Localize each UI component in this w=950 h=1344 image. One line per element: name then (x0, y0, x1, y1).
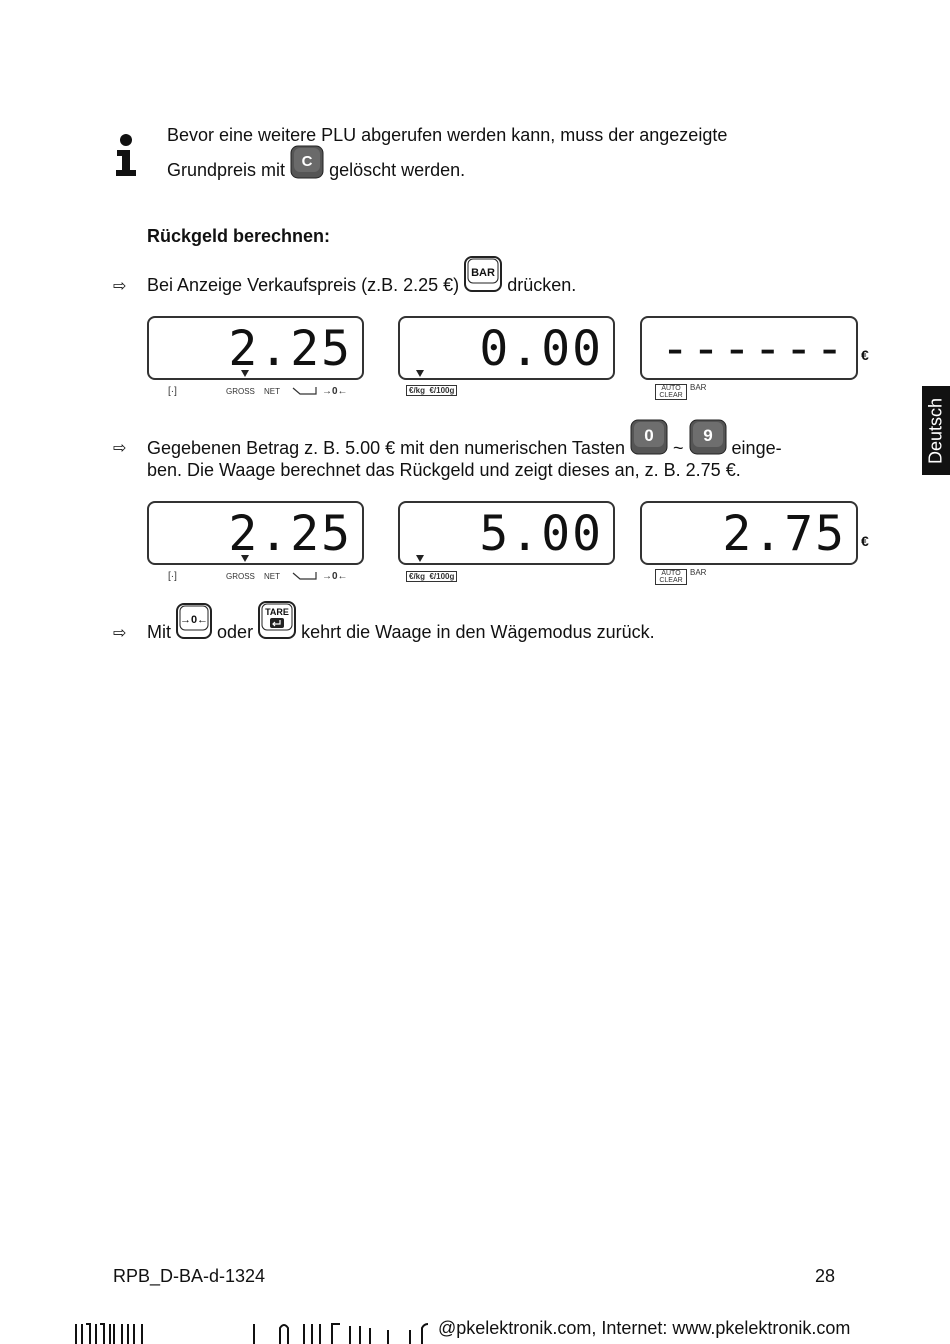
info-text-line2 (167, 153, 466, 181)
step3-pre: Mit (147, 622, 171, 642)
gross-annunciator: GROSS (226, 387, 255, 396)
digit-9-key-icon (689, 419, 727, 455)
document-id: RPB_D-BA-d-1324 (113, 1266, 266, 1286)
total-price-display-value: 2.75 (722, 506, 846, 562)
per-kg-annunciator: €/kg €/100g (406, 571, 457, 582)
tare-key-label: TARE (265, 607, 289, 618)
total-price-display-value: ------ (660, 321, 846, 377)
indicator-arrow-icon (416, 370, 424, 377)
battery-icon: [·] (168, 386, 177, 397)
net-annunciator: NET (264, 387, 280, 396)
info-text-line1: Bevor eine weitere PLU abgerufen werden kann, muss der angezeigte (167, 125, 728, 145)
digit-0-key-label: 0 (644, 426, 654, 446)
per-kg-annunciator: €/kg €/100g (406, 385, 457, 396)
step-arrow-icon: ⇨ (113, 440, 127, 457)
info-icon (112, 130, 140, 178)
step2-post: einge- (731, 438, 782, 458)
step1-pre: Bei Anzeige Verkaufspreis (z.B. 2.25 €) (147, 275, 460, 295)
footer-contact: @pkelektronik.com, Internet: www.pkelektronik.com (438, 1318, 851, 1338)
unit-price-display (398, 501, 615, 565)
step3-mid: oder (217, 622, 254, 642)
weight-display-value: 2.25 (228, 321, 352, 377)
auto-clear-annunciator: AUTO CLEAR (655, 569, 687, 585)
indicator-arrow-icon (416, 555, 424, 562)
step2-pre: Gegebenen Betrag z. B. 5.00 € mit den numerischen Tasten (147, 438, 625, 458)
language-side-tab (922, 386, 950, 475)
unit-price-display (398, 316, 615, 380)
indicator-arrow-icon (241, 555, 249, 562)
bar-key-icon (464, 256, 502, 292)
cropped-footer-text-graphic (70, 1318, 440, 1344)
indicator-arrow-icon (241, 370, 249, 377)
weight-display (147, 316, 364, 380)
unit-annunciators (406, 572, 457, 581)
gross-annunciator: GROSS (226, 572, 255, 581)
step2-tilde: ~ (673, 438, 684, 458)
weight-display (147, 501, 364, 565)
auto-clear-annunciator: AUTO CLEAR (655, 384, 687, 400)
step2-text (147, 426, 782, 459)
section-heading: Rückgeld berechnen: (147, 226, 331, 246)
step3-post: kehrt die Waage in den Wägemodus zurück. (301, 622, 655, 642)
total-price-display (640, 501, 858, 565)
step2-line2: ben. Die Waage berechnet das Rückgeld und zeigt dieses an, z. B. 2.75 €. (147, 460, 741, 480)
step1-post: drücken. (507, 275, 577, 295)
clear-key-label: C (301, 153, 313, 171)
tare-key-icon (258, 601, 296, 639)
unit-price-display-value: 0.00 (479, 321, 603, 377)
stable-icon (292, 571, 318, 581)
step-arrow-icon: ⇨ (113, 278, 127, 295)
zero-key-icon (176, 603, 212, 639)
zero-annunciator: →0← (322, 386, 348, 397)
step-arrow-icon: ⇨ (113, 625, 127, 642)
total-price-display (640, 316, 858, 380)
euro-unit: € (861, 347, 869, 363)
info-text-line2-post: gelöscht werden. (329, 160, 466, 180)
step3-text (147, 607, 655, 643)
page-number: 28 (815, 1266, 836, 1286)
step1-text (147, 267, 577, 296)
clear-key-icon (290, 145, 324, 179)
language-side-tab-label: Deutsch (925, 397, 946, 464)
battery-icon: [·] (168, 571, 177, 582)
weight-display-value: 2.25 (228, 506, 352, 562)
unit-annunciators (406, 386, 457, 395)
digit-0-key-icon (630, 419, 668, 455)
bar-annunciator: BAR (690, 568, 707, 577)
digit-9-key-label: 9 (702, 426, 713, 446)
euro-unit: € (861, 533, 869, 549)
zero-annunciator: →0← (322, 571, 348, 582)
bar-key-label: BAR (471, 267, 496, 280)
unit-price-display-value: 5.00 (479, 506, 603, 562)
zero-key-label: →0← (179, 614, 209, 627)
net-annunciator: NET (264, 572, 280, 581)
bar-annunciator: BAR (690, 383, 707, 392)
stable-icon (292, 386, 318, 396)
info-text-line2-pre: Grundpreis mit (167, 160, 286, 180)
